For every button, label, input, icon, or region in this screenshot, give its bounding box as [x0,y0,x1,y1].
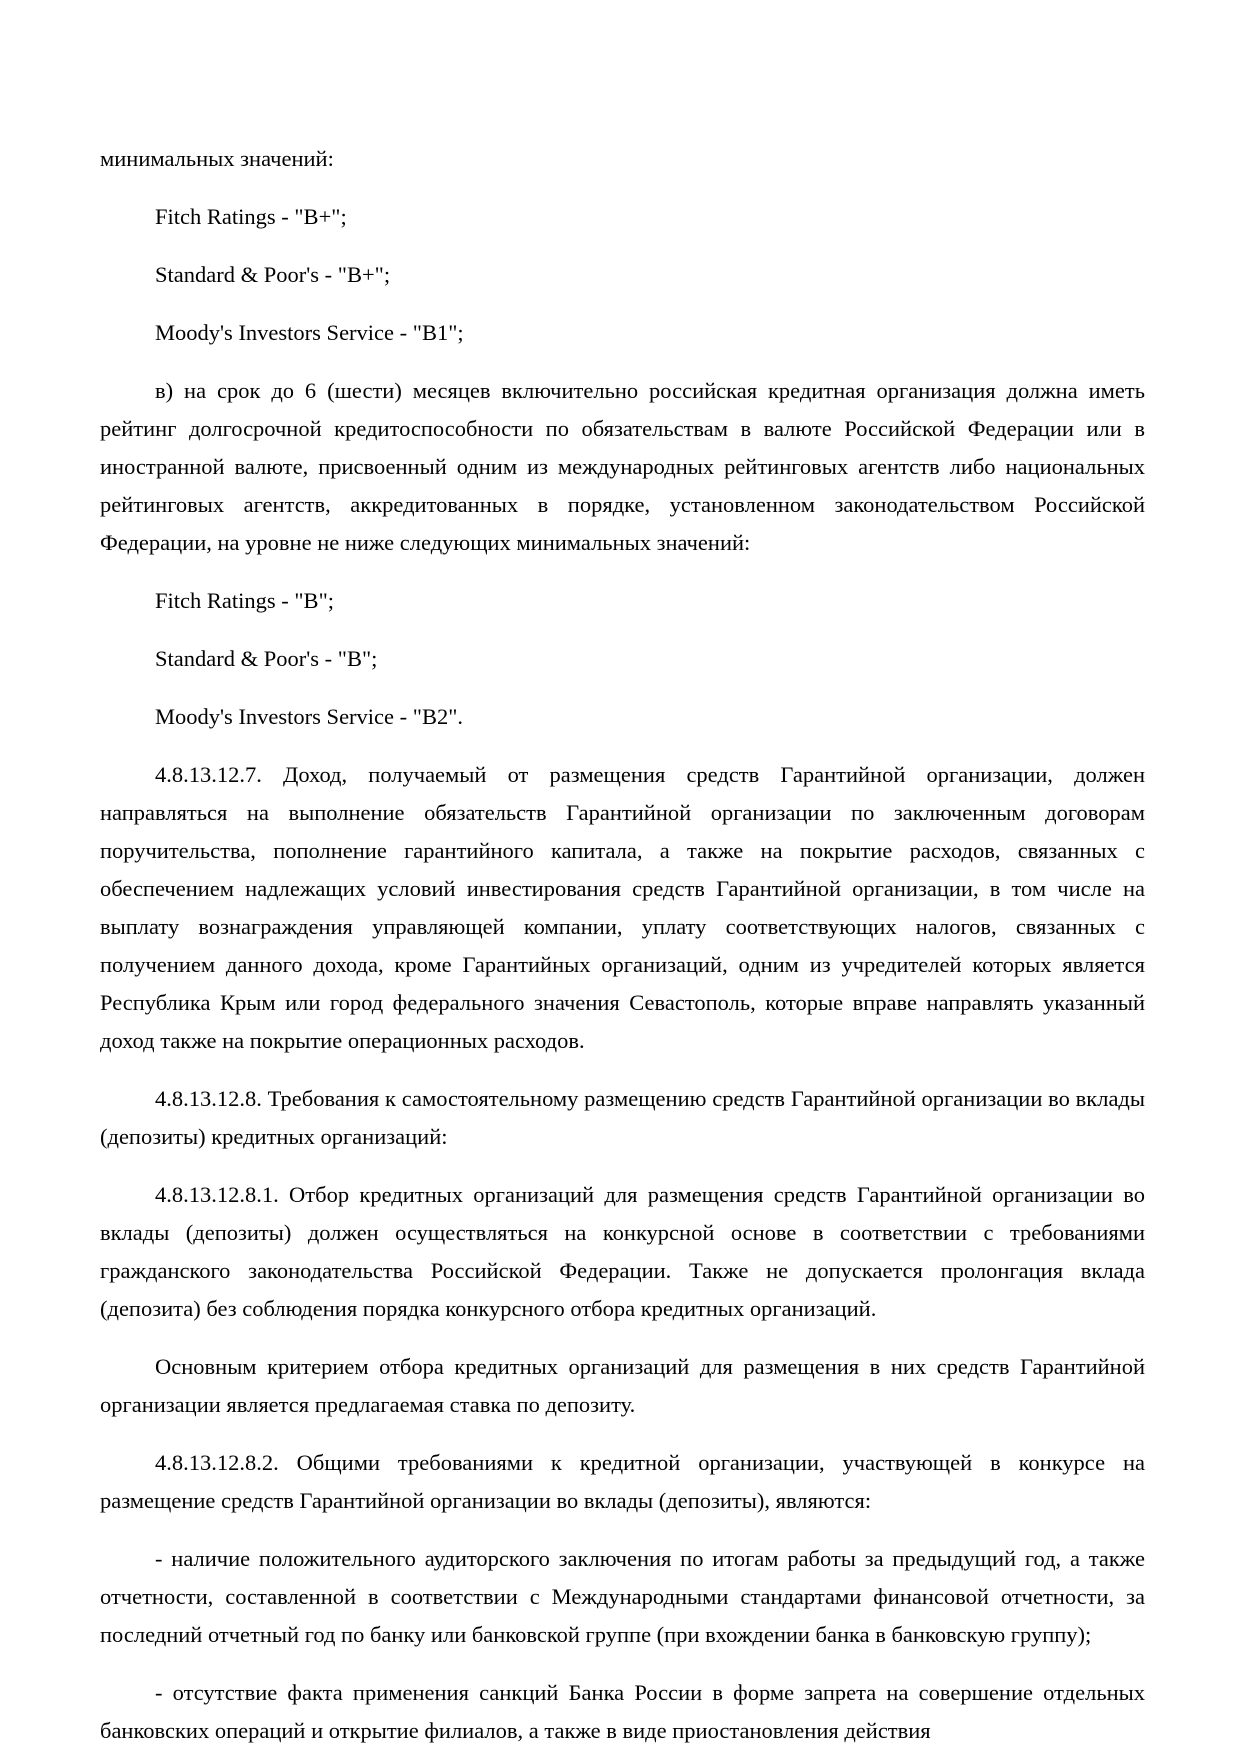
bullet-no-sanctions: - отсутствие факта применения санкций Банка России в форме запрета на совершение отдельных банковских операций и открытие филиалов, а также в виде приостановления действия [100,1680,1145,1743]
bullet-audit-conclusion: - наличие положительного аудиторского заключения по итогам работы за предыдущий год, а также отчетности, составленной в соответствии с Международными стандартами финансовой отчетности, за последний отчетный год по банку или банковской группе (при вхождении банка в банковскую группу); [100,1546,1145,1647]
document-body [100,140,1145,1750]
paragraph-4-8-13-12-7: 4.8.13.12.7. Доход, получаемый от размещения средств Гарантийной организации, должен направляться на выполнение обязательств Гарантийной организации по заключенным договорам поручительства, пополнение гарантийного капитала, а также на покрытие расходов, связанных с обеспечением надлежащих условий инвестирования средств Гарантийной организации, в том числе на выплату вознаграждения управляющей компании, уплату соответствующих налогов, связанных с получением данного дохода, кроме Гарантийных организаций, одним из учредителей которых является Республика Крым или город федерального значения Севастополь, которые вправе направлять указанный доход также на покрытие операционных расходов. [100,762,1145,1053]
paragraph-main-selection-criterion: Основным критерием отбора кредитных организаций для размещения в них средств Гарантийной организации является предлагаемая ставка по депозиту. [100,1354,1145,1417]
rating-line-moodys-b1: Moody's Investors Service - "B1"; [155,320,464,345]
rating-line-moodys-b2: Moody's Investors Service - "B2". [155,704,464,729]
paragraph-4-8-13-12-8: 4.8.13.12.8. Требования к самостоятельному размещению средств Гарантийной организации во вклады (депозиты) кредитных организаций: [100,1086,1145,1149]
paragraph-4-8-13-12-8-1: 4.8.13.12.8.1. Отбор кредитных организаций для размещения средств Гарантийной организации во вклады (депозиты) должен осуществляться на конкурсной основе в соответствии с требованиями гражданского законодательства Российской Федерации. Также не допускается пролонгация вклада (депозита) без соблюдения порядка конкурсного отбора кредитных организаций. [100,1182,1145,1321]
paragraph-continuation-minimum-values: минимальных значений: [100,146,334,171]
rating-line-standard-poors-b: Standard & Poor's - "B"; [155,646,378,671]
paragraph-clause-v-six-months: в) на срок до 6 (шести) месяцев включительно российская кредитная организация должна иметь рейтинг долгосрочной кредитоспособности по обязательствам в валюте Российской Федерации или в иностранной валюте, присвоенный одним из международных рейтинговых агентств либо национальных рейтинговых агентств, аккредитованных в порядке, установленном законодательством Российской Федерации, на уровне не ниже следующих минимальных значений: [100,378,1145,555]
rating-line-fitch-b-plus: Fitch Ratings - "B+"; [155,204,347,229]
rating-line-standard-poors-b-plus: Standard & Poor's - "B+"; [155,262,391,287]
paragraph-4-8-13-12-8-2: 4.8.13.12.8.2. Общими требованиями к кредитной организации, участвующей в конкурсе на размещение средств Гарантийной организации во вклады (депозиты), являются: [100,1450,1145,1513]
rating-line-fitch-b: Fitch Ratings - "B"; [155,588,335,613]
